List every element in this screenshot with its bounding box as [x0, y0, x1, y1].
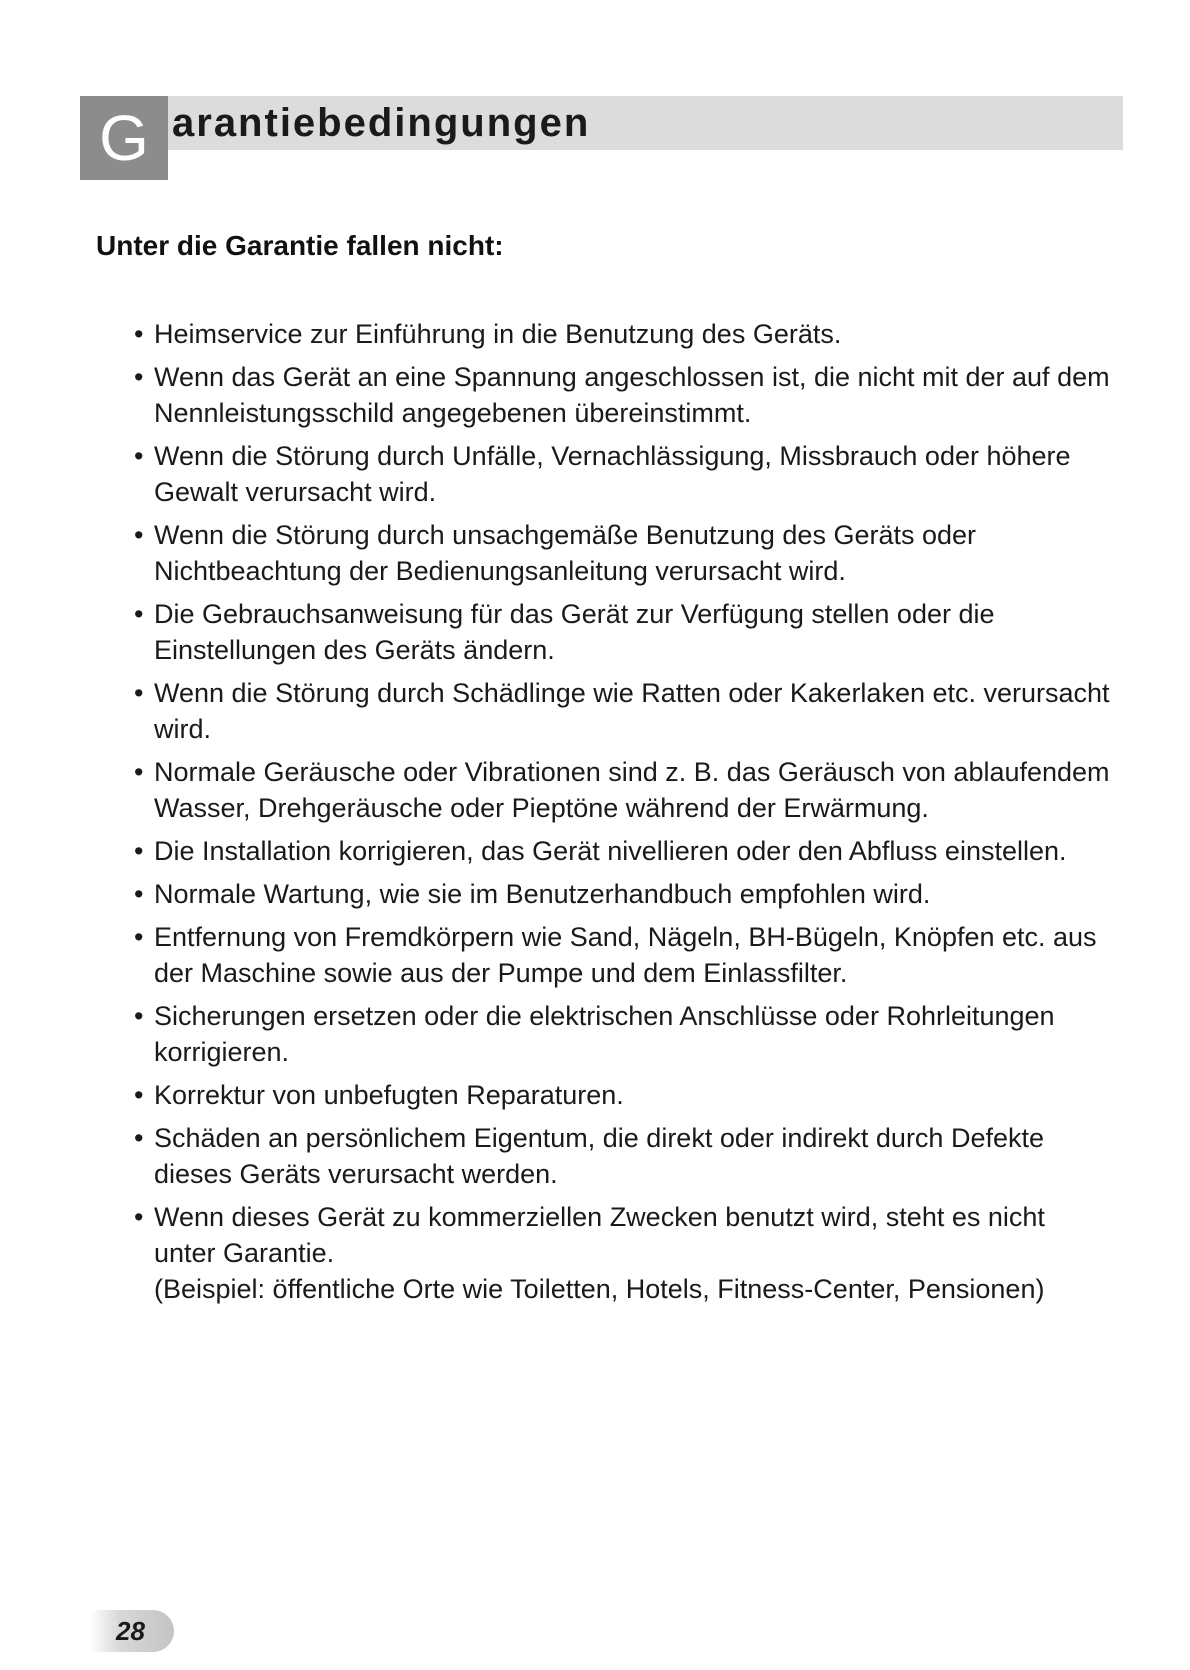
section-heading: Unter die Garantie fallen nicht: — [96, 230, 504, 261]
list-item — [130, 1199, 1110, 1307]
list-item-text: Die Installation korrigieren, das Gerät nivellieren oder den Abfluss einstellen. — [154, 836, 1067, 866]
list-item-text: Wenn die Störung durch Unfälle, Vernachlässigung, Missbrauch oder höhere Gewalt verursacht wird. — [154, 441, 1071, 507]
bullet-icon: • — [134, 1080, 144, 1110]
list-item — [130, 1120, 1110, 1192]
list-item — [130, 438, 1110, 510]
exclusion-list — [130, 316, 1110, 1314]
list-item — [130, 359, 1110, 431]
list-item — [130, 876, 1110, 912]
list-item-text: Normale Geräusche oder Vibrationen sind z. B. das Geräusch von ablaufendem Wasser, Drehgeräusche oder Pieptöne während der Erwärmung. — [154, 757, 1110, 823]
list-item-text: Normale Wartung, wie sie im Benutzerhandbuch empfohlen wird. — [154, 879, 931, 909]
bullet-icon: • — [134, 879, 144, 909]
list-item-text: Wenn das Gerät an eine Spannung angeschlossen ist, die nicht mit der auf dem Nennleistungsschild angegebenen übereinstimmt. — [154, 362, 1110, 428]
bullet-icon: • — [134, 441, 144, 471]
bullet-icon: • — [134, 319, 144, 349]
bullet-icon: • — [134, 362, 144, 392]
bullet-icon: • — [134, 757, 144, 787]
bullet-icon: • — [134, 1123, 144, 1153]
list-item — [130, 316, 1110, 352]
page-title: arantiebedingungen — [172, 101, 591, 145]
bullet-icon: • — [134, 922, 144, 952]
list-item — [130, 919, 1110, 991]
list-item — [130, 1077, 1110, 1113]
list-item — [130, 675, 1110, 747]
list-item-text: Schäden an persönlichem Eigentum, die direkt oder indirekt durch Defekte dieses Geräts verursacht werden. — [154, 1123, 1044, 1189]
list-item — [130, 517, 1110, 589]
bullet-icon: • — [134, 1202, 144, 1232]
bullet-icon: • — [134, 1001, 144, 1031]
page-number-badge — [90, 1610, 174, 1652]
bullet-icon: • — [134, 599, 144, 629]
list-item — [130, 833, 1110, 869]
title-initial-block: G — [80, 96, 168, 180]
list-item — [130, 596, 1110, 668]
list-item-text: Wenn dieses Gerät zu kommerziellen Zwecken benutzt wird, steht es nicht unter Garantie. — [154, 1202, 1045, 1268]
list-item-text: Korrektur von unbefugten Reparaturen. — [154, 1080, 624, 1110]
list-item-text: Sicherungen ersetzen oder die elektrischen Anschlüsse oder Rohrleitungen korrigieren. — [154, 1001, 1055, 1067]
list-item-text: Wenn die Störung durch Schädlinge wie Ratten oder Kakerlaken etc. verursacht wird. — [154, 678, 1110, 744]
bullet-icon: • — [134, 678, 144, 708]
list-item-note: (Beispiel: öffentliche Orte wie Toiletten, Hotels, Fitness-Center, Pensionen) — [154, 1274, 1045, 1304]
list-item-text: Entfernung von Fremdkörpern wie Sand, Nägeln, BH-Bügeln, Knöpfen etc. aus der Maschine sowie aus der Pumpe und dem Einlassfilter. — [154, 922, 1097, 988]
bullet-icon: • — [134, 520, 144, 550]
list-item-text: Wenn die Störung durch unsachgemäße Benutzung des Geräts oder Nichtbeachtung der Bedienungsanleitung verursacht wird. — [154, 520, 977, 586]
page-number: 28 — [116, 1616, 145, 1646]
list-item — [130, 754, 1110, 826]
list-item — [130, 998, 1110, 1070]
list-item-text: Die Gebrauchsanweisung für das Gerät zur Verfügung stellen oder die Einstellungen des Geräts ändern. — [154, 599, 995, 665]
list-item-text: Heimservice zur Einführung in die Benutzung des Geräts. — [154, 319, 842, 349]
bullet-icon: • — [134, 836, 144, 866]
